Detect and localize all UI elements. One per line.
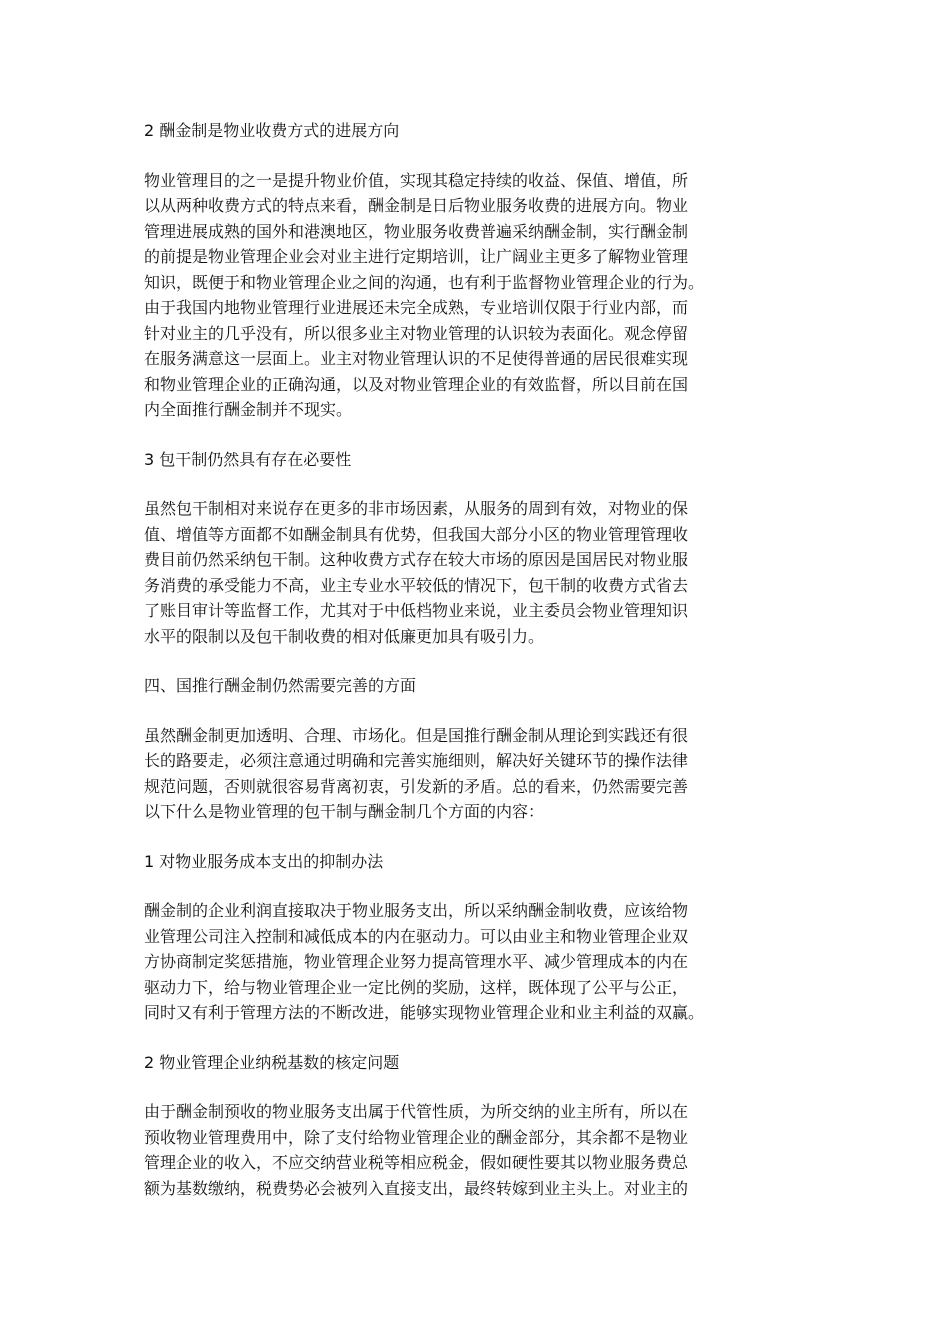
paragraph-line: 由于酬金制预收的物业服务支出属于代管性质，为所交纳的业主所有，所以在 [144, 1102, 689, 1121]
paragraph-line: 费目前仍然采纳包干制。这种收费方式存在较大市场的原因是国居民对物业服 [144, 550, 689, 569]
paragraph-line: 以从两种收费方式的特点来看，酬金制是日后物业服务收费的进展方向。物业 [144, 196, 689, 215]
paragraph-line: 预收物业管理费用中，除了支付给物业管理企业的酬金部分，其余都不是物业 [144, 1127, 689, 1147]
paragraph [144, 168, 814, 423]
section-heading: 1 对物业服务成本支出的抑制办法 [144, 851, 384, 871]
paragraph-line: 由于我国内地物业管理行业进展还未完全成熟，专业培训仅限于行业内部，而 [144, 298, 689, 317]
paragraph-line: 务消费的承受能力不高，业主专业水平较低的情况下，包干制的收费方式省去 [144, 575, 689, 595]
paragraph [144, 723, 814, 825]
paragraph-line: 同时又有利于管理方法的不断改进，能够实现物业管理企业和业主利益的双赢。 [144, 1003, 705, 1022]
paragraph-line: 额为基数缴纳，税费势必会被列入直接支出，最终转嫁到业主头上。对业主的 [144, 1178, 689, 1198]
paragraph-line: 驱动力下，给与物业管理企业一定比例的奖励，这样，既体现了公平与公正， [144, 977, 689, 997]
paragraph-line: 长的路要走，必须注意通过明确和完善实施细则，解决好关键环节的操作法律 [144, 751, 689, 770]
document-page [144, 118, 814, 1225]
paragraph [144, 496, 814, 649]
paragraph [144, 1099, 814, 1201]
paragraph-line: 在服务满意这一层面上。业主对物业管理认识的不足使得普通的居民很难实现 [144, 349, 689, 368]
paragraph-line: 水平的限制以及包干制收费的相对低廉更加具有吸引力。 [144, 626, 545, 646]
paragraph-line: 的前提是物业管理企业会对业主进行定期培训，让广阔业主更多了解物业管理 [144, 247, 689, 266]
paragraph [144, 898, 814, 1026]
paragraph-line: 了账目审计等监督工作，尤其对于中低档物业来说，业主委员会物业管理知识 [144, 601, 689, 620]
paragraph-line: 管理企业的收入，不应交纳营业税等相应税金，假如硬性要其以物业服务费总 [144, 1153, 689, 1172]
section-heading: 2 酬金制是物业收费方式的进展方向 [144, 121, 400, 140]
paragraph-line: 内全面推行酬金制并不现实。 [144, 400, 353, 419]
paragraph-line: 规范问题，否则就很容易背离初衷，引发新的矛盾。总的看来，仍然需要完善 [144, 776, 689, 796]
section-heading: 3 包干制仍然具有存在必要性 [144, 449, 352, 469]
paragraph-line: 酬金制的企业利润直接取决于物业服务支出，所以采纳酬金制收费，应该给物 [144, 901, 689, 920]
paragraph-line: 知识，既便于和物业管理企业之间的沟通，也有利于监督物业管理企业的行为。 [144, 272, 705, 292]
paragraph-line: 和物业管理企业的正确沟通，以及对物业管理企业的有效监督，所以目前在国 [144, 374, 689, 394]
paragraph-line: 管理进展成熟的国外和港澳地区，物业服务收费普遍采纳酬金制，实行酬金制 [144, 221, 689, 241]
paragraph-line: 虽然包干制相对来说存在更多的非市场因素，从服务的周到有效，对物业的保 [144, 499, 689, 518]
paragraph-line: 物业管理目的之一是提升物业价值，实现其稳定持续的收益、保值、增值，所 [144, 170, 689, 190]
paragraph-line: 值、增值等方面都不如酬金制具有优势，但我国大部分小区的物业管理管理收 [144, 524, 689, 544]
paragraph-line: 业管理公司注入控制和减低成本的内在驱动力。可以由业主和物业管理企业双 [144, 926, 689, 946]
section-heading: 四、国推行酬金制仍然需要完善的方面 [144, 676, 417, 695]
paragraph-line: 针对业主的几乎没有，所以很多业主对物业管理的认识较为表面化。观念停留 [144, 323, 689, 343]
paragraph-line: 以下什么是物业管理的包干制与酬金制几个方面的内容： [144, 802, 545, 821]
paragraph-line: 方协商制定奖惩措施，物业管理企业努力提高管理水平、减少管理成本的内在 [144, 952, 689, 971]
section-heading: 2 物业管理企业纳税基数的核定问题 [144, 1052, 400, 1072]
paragraph-line: 虽然酬金制更加透明、合理、市场化。但是国推行酬金制从理论到实践还有很 [144, 725, 689, 745]
